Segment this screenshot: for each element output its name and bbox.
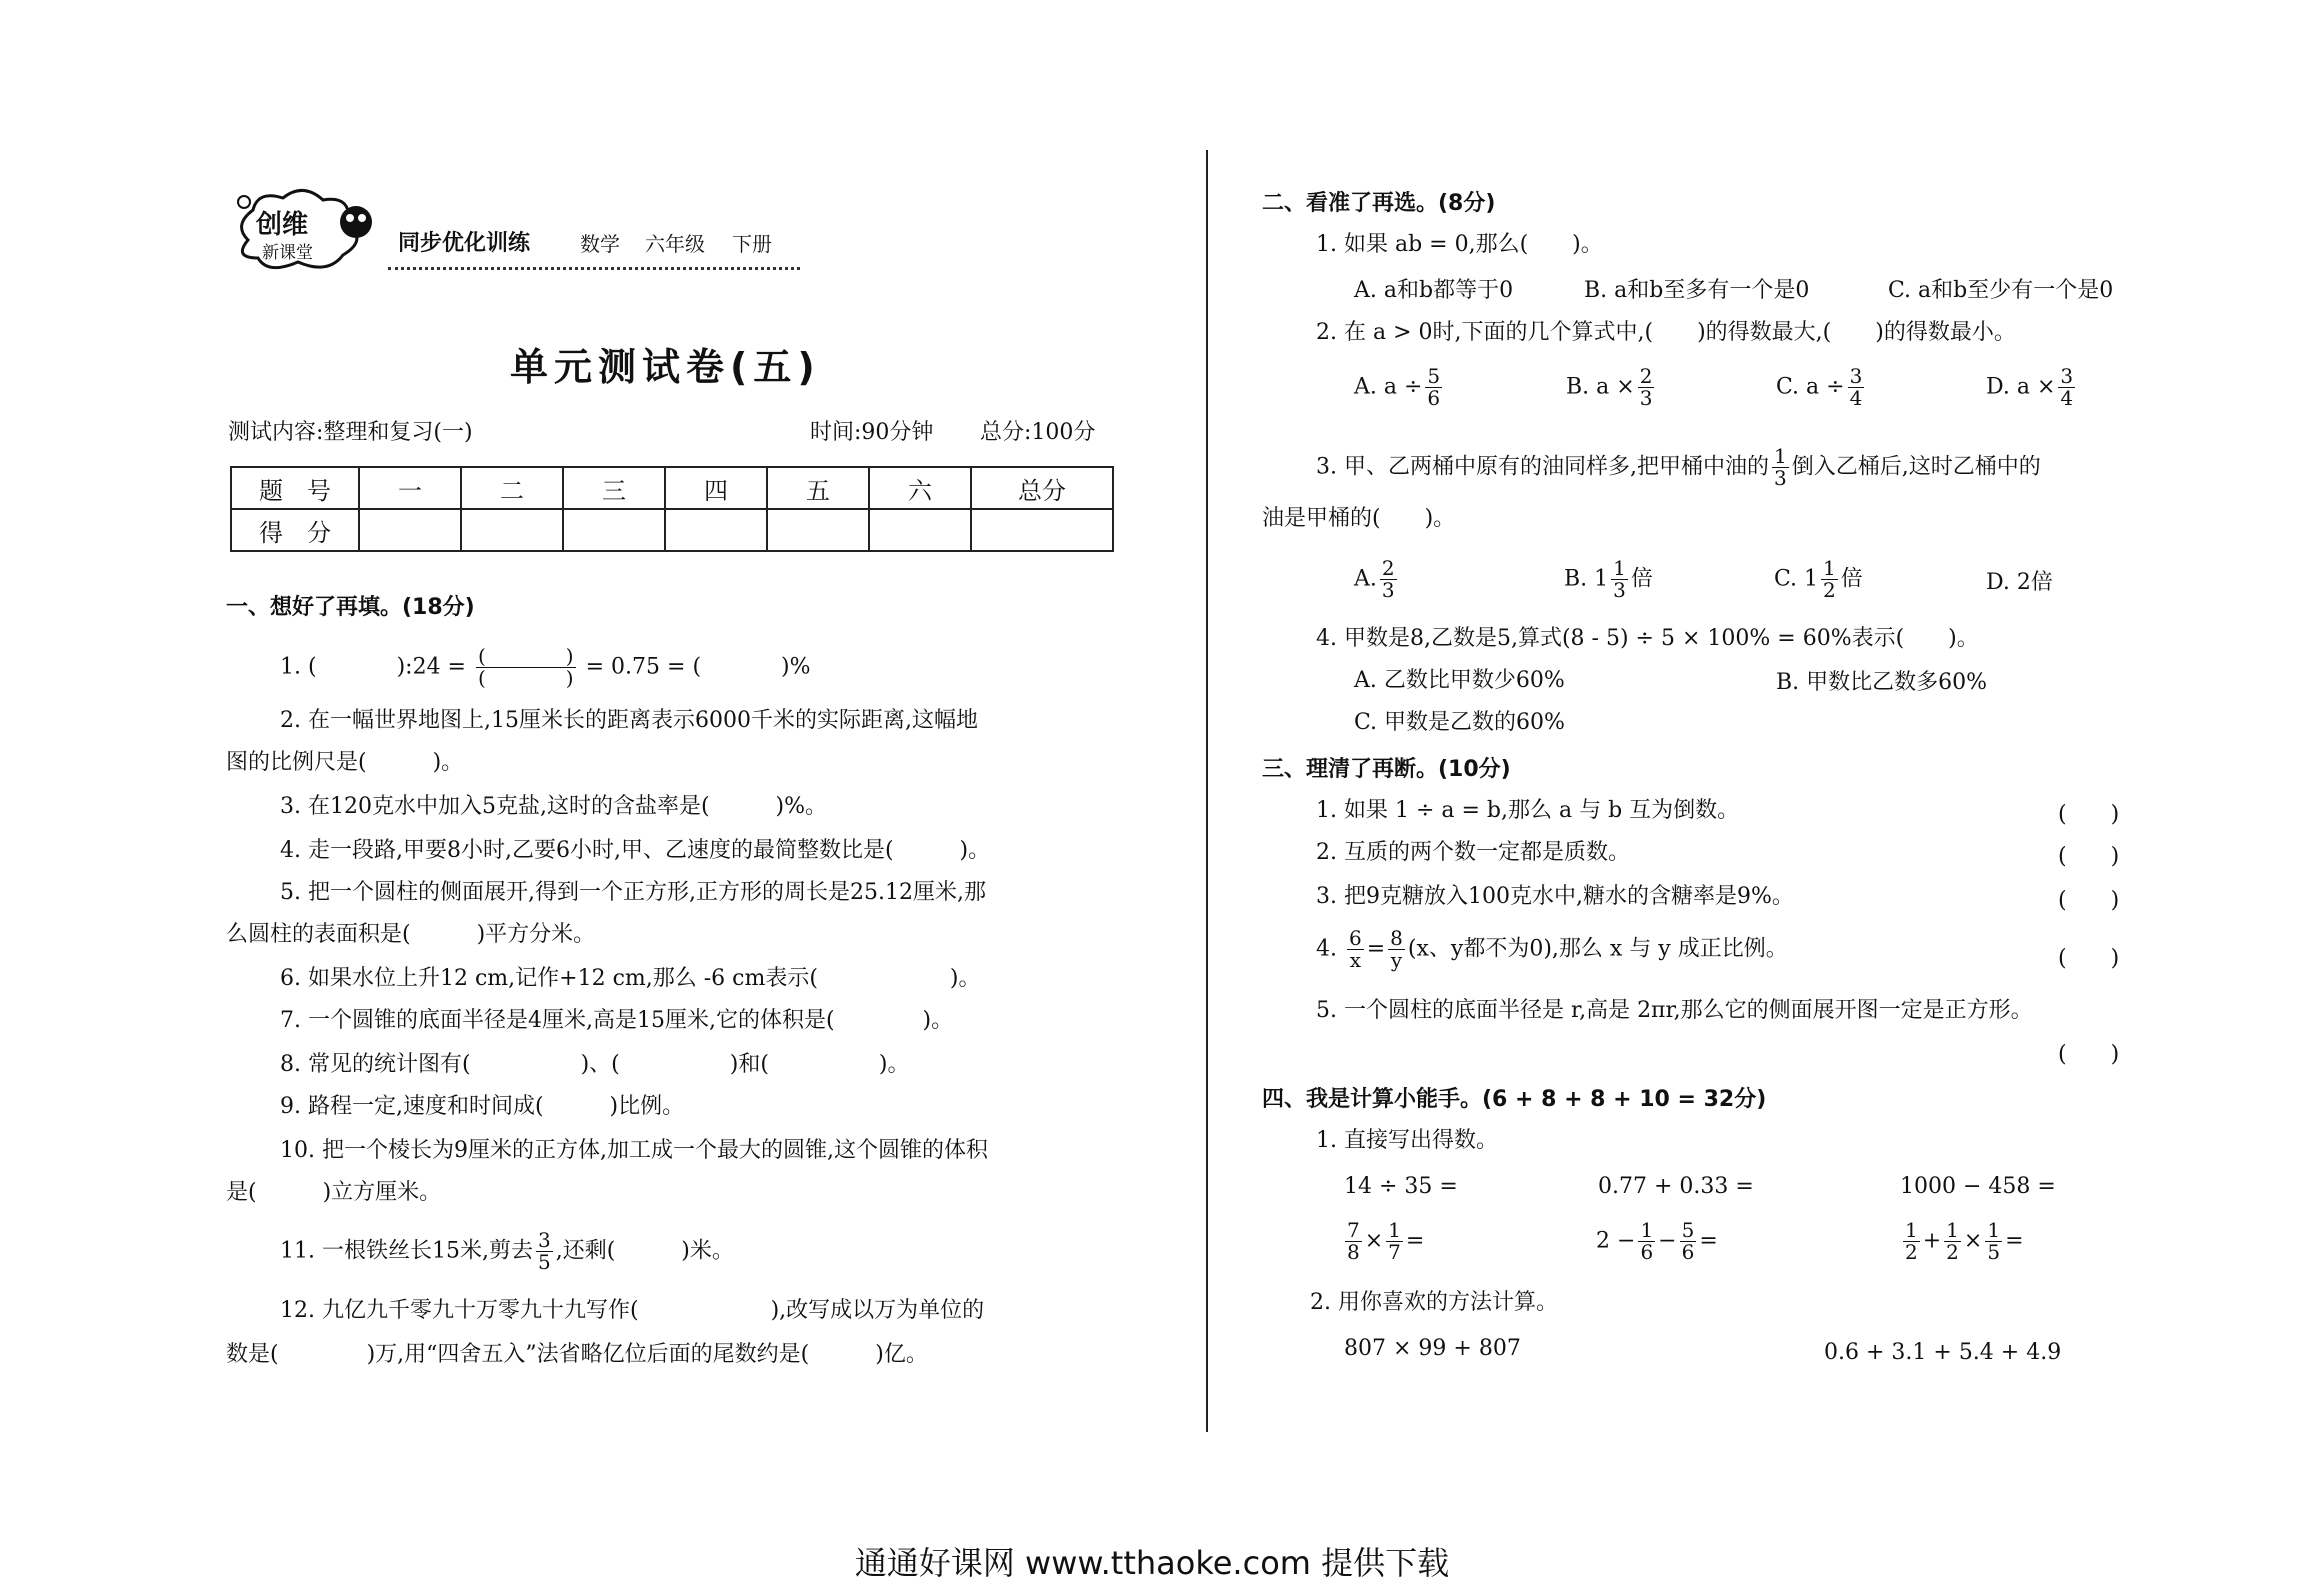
s4-calc: 807 × 99 + 807 bbox=[1344, 1336, 1521, 1361]
subject-label: 数学 bbox=[580, 232, 620, 256]
score-input-cell[interactable] bbox=[461, 509, 563, 551]
s1-q3: 3. 在120克水中加入5克盐,这时的含盐率是( )%。 bbox=[280, 794, 828, 819]
s2-q2-option-d: D. a × $\frac{3}{4}$ bbox=[1986, 364, 2074, 410]
s2-q4-option: A. 乙数比甲数少60% bbox=[1354, 668, 1565, 693]
s1-q7: 7. 一个圆锥的底面半径是4厘米,高是15厘米,它的体积是( )。 bbox=[280, 1008, 954, 1033]
score-cell: 题 号 bbox=[231, 467, 359, 509]
s4-q1: 1. 直接写出得数。 bbox=[1316, 1128, 1498, 1153]
s2-q3-option-a: A. $\frac{2}{3}$ bbox=[1354, 556, 1395, 602]
score-input-cell[interactable] bbox=[359, 509, 461, 551]
s3-q5-answer[interactable]: ( ) bbox=[2058, 1042, 2120, 1067]
section3-title: 三、理清了再断。(10分) bbox=[1262, 757, 1511, 782]
s1-q9: 9. 路程一定,速度和时间成( )比例。 bbox=[280, 1094, 685, 1119]
s2-q1-option: B. a和b至多有一个是0 bbox=[1584, 278, 1810, 303]
s2-q2-option-b: B. a × $\frac{2}{3}$ bbox=[1566, 364, 1653, 410]
s4-calc-fraction-b: 2 − $\frac{1}{6}$ − $\frac{5}{6}$ = bbox=[1596, 1218, 1718, 1264]
s1-q10-line1: 10. 把一个棱长为9厘米的正方体,加工成一个最大的圆锥,这个圆锥的体积 bbox=[280, 1138, 988, 1163]
s2-q3-option-b: B. 1 $\frac{1}{3}$ 倍 bbox=[1564, 556, 1653, 602]
s3-q5: 5. 一个圆柱的底面半径是 r,高是 2πr,那么它的侧面展开图一定是正方形。 bbox=[1316, 998, 2033, 1023]
s1-q11-part: ,还剩( )米。 bbox=[555, 1238, 734, 1264]
score-input-cell[interactable] bbox=[767, 509, 869, 551]
s1-q2-line2: 图的比例尺是( )。 bbox=[226, 750, 464, 775]
s1-q5-line2: 么圆柱的表面积是( )平方分米。 bbox=[226, 922, 596, 947]
s2-q4: 4. 甲数是8,乙数是5,算式(8 - 5) ÷ 5 × 100% = 60%表示( )。 bbox=[1316, 626, 1979, 651]
s1-q10-line2: 是( )立方厘米。 bbox=[226, 1180, 442, 1205]
logo-text-bottom: 新课堂 bbox=[262, 243, 313, 263]
s3-q1: 1. 如果 1 ÷ a = b,那么 a 与 b 互为倒数。 bbox=[1316, 798, 1740, 823]
score-cell: 总分 bbox=[971, 467, 1113, 509]
s4-calc: 0.6 + 3.1 + 5.4 + 4.9 bbox=[1824, 1340, 2062, 1365]
score-cell: 一 bbox=[359, 467, 461, 509]
s2-q2: 2. 在 a > 0时,下面的几个算式中,( )的得数最大,( )的得数最小。 bbox=[1316, 320, 2016, 345]
s4-calc: 14 ÷ 35 = bbox=[1344, 1174, 1458, 1199]
score-input-cell[interactable] bbox=[869, 509, 971, 551]
s1-q5-line1: 5. 把一个圆柱的侧面展开,得到一个正方形,正方形的周长是25.12厘米,那 bbox=[280, 880, 986, 905]
section2-title: 二、看准了再选。(8分) bbox=[1262, 191, 1496, 216]
s2-q3-option-d: D. 2倍 bbox=[1986, 570, 2053, 595]
s1-q11-part: 11. 一根铁丝长15米,剪去 bbox=[280, 1238, 533, 1264]
series-title: 同步优化训练 bbox=[398, 231, 531, 256]
grade-label: 六年级 bbox=[645, 232, 705, 256]
score-cell: 得 分 bbox=[231, 509, 359, 551]
s1-q8: 8. 常见的统计图有( )、( )和( )。 bbox=[280, 1052, 910, 1077]
s4-calc-fraction-a: $\frac{7}{8}$ × $\frac{1}{7}$ = bbox=[1347, 1218, 1425, 1264]
s2-q3-line2: 油是甲桶的( )。 bbox=[1262, 506, 1456, 531]
s2-q3-line1: 3. 甲、乙两桶中原有的油同样多,把甲桶中油的 $\frac{1}{3}$ 倒入乙桶后,这时乙桶中的 bbox=[1316, 444, 2041, 490]
s1-q1 bbox=[280, 646, 811, 689]
score-table-score-row bbox=[231, 509, 1113, 551]
logo-text-top: 创维 bbox=[256, 210, 309, 240]
score-input-cell[interactable] bbox=[665, 509, 767, 551]
test-content: 测试内容:整理和复习(一) bbox=[228, 420, 473, 445]
s4-calc-fraction-c: $\frac{1}{2}$ + $\frac{1}{2}$ × $\frac{1}{5}$ = bbox=[1905, 1218, 2024, 1264]
s3-q4: 4. $\frac{6}{x}$ = $\frac{8}{y}$ (x、y都不为0),那么 x 与 y 成正比例。 bbox=[1316, 926, 1788, 972]
s1-q1-part: 1. ( bbox=[280, 654, 317, 680]
score-cell: 六 bbox=[869, 467, 971, 509]
s1-q6: 6. 如果水位上升12 cm,记作+12 cm,那么 -6 cm表示( )。 bbox=[280, 966, 981, 991]
s3-q2-answer[interactable]: ( ) bbox=[2058, 844, 2120, 869]
s3-q1-answer[interactable]: ( ) bbox=[2058, 802, 2120, 827]
s1-q11-fraction: $\frac{3}{5}$ bbox=[537, 1228, 551, 1274]
s2-q2-option-c: C. a ÷ $\frac{3}{4}$ bbox=[1776, 364, 1863, 410]
s3-q4-answer[interactable]: ( ) bbox=[2058, 946, 2120, 971]
s3-q3-answer[interactable]: ( ) bbox=[2058, 888, 2120, 913]
s4-q2: 2. 用你喜欢的方法计算。 bbox=[1310, 1290, 1558, 1315]
test-time: 时间:90分钟 bbox=[810, 420, 934, 445]
s2-q4-option: B. 甲数比乙数多60% bbox=[1776, 670, 1988, 695]
score-input-cell[interactable] bbox=[563, 509, 665, 551]
score-cell: 二 bbox=[461, 467, 563, 509]
site-footer: 通通好课网 www.tthaoke.com 提供下载 bbox=[854, 1544, 1450, 1582]
s1-q1-fraction: $\frac{( )}{( )}$ bbox=[478, 644, 574, 690]
score-table bbox=[230, 466, 1114, 552]
s4-calc: 1000 − 458 = bbox=[1900, 1174, 2056, 1199]
s1-q4: 4. 走一段路,甲要8小时,乙要6小时,甲、乙速度的最简整数比是( )。 bbox=[280, 838, 991, 863]
score-input-cell[interactable] bbox=[971, 509, 1113, 551]
score-cell: 五 bbox=[767, 467, 869, 509]
column-divider bbox=[1206, 150, 1208, 1432]
s1-q11 bbox=[280, 1230, 734, 1273]
s2-q3-option-c: C. 1 $\frac{1}{2}$ 倍 bbox=[1774, 556, 1863, 602]
s2-q1-option: A. a和b都等于0 bbox=[1354, 278, 1514, 303]
s1-q12-line2: 数是( )万,用“四舍五入”法省略亿位后面的尾数约是( )亿。 bbox=[226, 1342, 928, 1367]
brand-logo bbox=[228, 180, 388, 280]
s1-q1-part: )% bbox=[781, 654, 811, 680]
s1-q1-part: ):24 = bbox=[396, 654, 466, 680]
s4-calc: 0.77 + 0.33 = bbox=[1598, 1174, 1754, 1199]
s2-q4-option: C. 甲数是乙数的60% bbox=[1354, 710, 1565, 735]
section4-title: 四、我是计算小能手。(6 + 8 + 8 + 10 = 32分) bbox=[1262, 1087, 1767, 1112]
s2-q2-option-a: A. a ÷ $\frac{5}{6}$ bbox=[1354, 364, 1441, 410]
s1-q1-part: = 0.75 = ( bbox=[585, 654, 702, 680]
volume-label: 下册 bbox=[732, 232, 772, 256]
score-table-header-row bbox=[231, 467, 1113, 509]
s1-q2-line1: 2. 在一幅世界地图上,15厘米长的距离表示6000千米的实际距离,这幅地 bbox=[280, 708, 978, 733]
s3-q2: 2. 互质的两个数一定都是质数。 bbox=[1316, 840, 1630, 865]
header-dotted-rule bbox=[388, 267, 800, 270]
s2-q1-option: C. a和b至少有一个是0 bbox=[1888, 278, 2114, 303]
s3-q3: 3. 把9克糖放入100克水中,糖水的含糖率是9%。 bbox=[1316, 884, 1794, 909]
section1-title: 一、想好了再填。(18分) bbox=[226, 595, 475, 620]
test-total: 总分:100分 bbox=[980, 420, 1096, 445]
s2-q1: 1. 如果 ab = 0,那么( )。 bbox=[1316, 232, 1603, 257]
page-title: 单元测试卷(五) bbox=[510, 345, 821, 389]
s1-q12-line1: 12. 九亿九千零九十万零九十九写作( ),改写成以万为单位的 bbox=[280, 1298, 985, 1323]
score-cell: 三 bbox=[563, 467, 665, 509]
score-cell: 四 bbox=[665, 467, 767, 509]
